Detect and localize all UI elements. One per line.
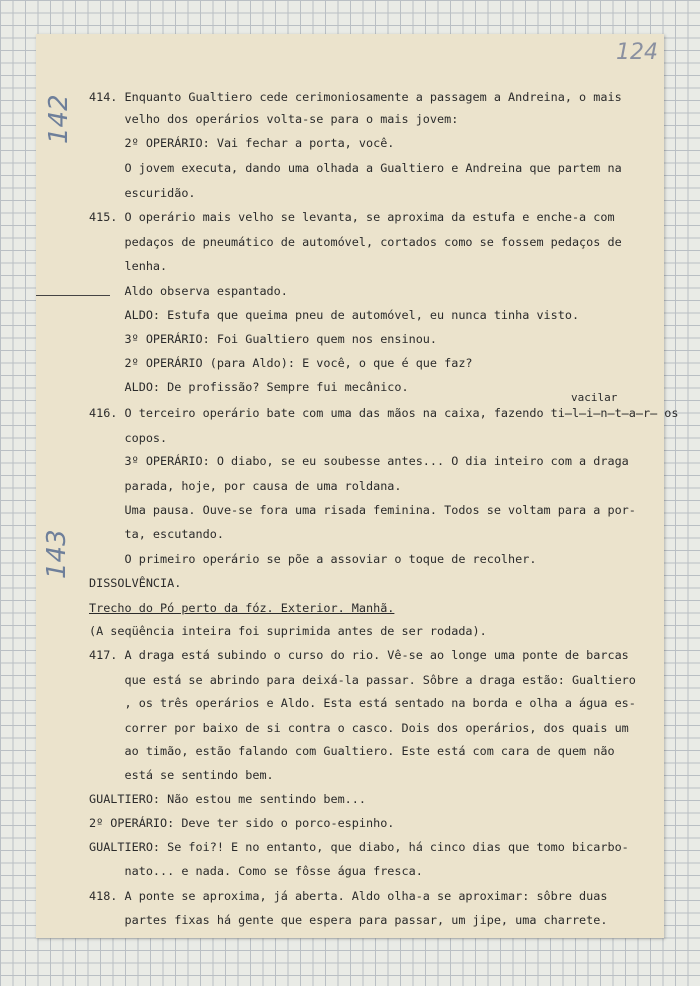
script-line: Uma pausa. Ouve-se fora uma risada feminina. Todos se voltam para a por- bbox=[89, 503, 636, 517]
script-line: 2º OPERÁRIO (para Aldo): E você, o que é que faz? bbox=[89, 356, 473, 370]
script-line: ALDO: Estufa que queima pneu de automóvel, eu nunca tinha visto. bbox=[89, 308, 580, 322]
script-line: parada, hoje, por causa de uma roldana. bbox=[89, 479, 402, 493]
script-line: O primeiro operário se põe a assoviar o toque de recolher. bbox=[89, 552, 537, 566]
script-line: velho dos operários volta-se para o mais jovem: bbox=[89, 112, 459, 126]
script-line: 2º OPERÁRIO: Vai fechar a porta, você. bbox=[89, 136, 395, 150]
script-line: pedaços de pneumático de automóvel, cortados como se fossem pedaços de bbox=[89, 235, 622, 249]
script-line: 415. O operário mais velho se levanta, se aproxima da estufa e enche-a com bbox=[89, 210, 615, 224]
script-line: 417. A draga está subindo o curso do rio. Vê-se ao longe uma ponte de barcas bbox=[89, 648, 629, 662]
script-line: que está se abrindo para deixá-la passar. Sôbre a draga estão: Gualtiero bbox=[89, 673, 636, 687]
scene-heading: Trecho do Pó perto da fóz. Exterior. Manhã. bbox=[89, 601, 395, 615]
script-line: correr por baixo de si contra o casco. Dois dos operários, dos quais um bbox=[89, 721, 629, 735]
script-line: GUALTIERO: Não estou me sentindo bem... bbox=[89, 792, 366, 806]
margin-note-142: 142 bbox=[44, 94, 74, 144]
script-line: está se sentindo bem. bbox=[89, 768, 274, 782]
typewritten-page bbox=[36, 34, 679, 938]
script-line: Aldo observa espantado. bbox=[89, 284, 288, 298]
script-line: (A seqüência inteira foi suprimida antes de ser rodada). bbox=[89, 624, 487, 638]
script-line: nato... e nada. Como se fôsse água fresca. bbox=[89, 864, 423, 878]
script-line: 3º OPERÁRIO: Foi Gualtiero quem nos ensinou. bbox=[89, 332, 438, 346]
script-line: ta, escutando. bbox=[89, 527, 224, 541]
script-line: ALDO: De profissão? Sempre fui mecânico. bbox=[89, 380, 409, 394]
script-line: 2º OPERÁRIO: Deve ter sido o porco-espinho. bbox=[89, 816, 395, 830]
script-line: lenha. bbox=[89, 259, 168, 273]
script-line: 416. O terceiro operário bate com uma das mãos na caixa, fazendo ti̶l̶i̶n̶t̶a̶r̶ os bbox=[89, 406, 679, 420]
script-line: escuridão. bbox=[89, 186, 196, 200]
script-line: copos. bbox=[89, 431, 168, 445]
page-number: 124 bbox=[616, 40, 658, 65]
margin-note-143: 143 bbox=[42, 529, 72, 579]
script-line: 3º OPERÁRIO: O diabo, se eu soubesse antes... O dia inteiro com a draga bbox=[89, 454, 629, 468]
script-line: DISSOLVÊNCIA. bbox=[89, 576, 182, 590]
script-line: 414. Enquanto Gualtiero cede cerimoniosamente a passagem a Andreina, o mais bbox=[89, 90, 622, 104]
script-line: ao timão, estão falando com Gualtiero. Este está com cara de quem não bbox=[89, 744, 615, 758]
handwritten-insertion: vacilar bbox=[571, 391, 618, 404]
script-line: GUALTIERO: Se foi?! E no entanto, que diabo, há cinco dias que tomo bicarbo- bbox=[89, 840, 629, 854]
script-line: , os três operários e Aldo. Esta está sentado na borda e olha a água es- bbox=[89, 696, 636, 710]
script-line: O jovem executa, dando uma olhada a Gualtiero e Andreina que partem na bbox=[89, 161, 622, 175]
script-line: partes fixas há gente que espera para passar, um jipe, uma charrete. bbox=[89, 913, 608, 927]
script-line: 418. A ponte se aproxima, já aberta. Aldo olha-a se aproximar: sôbre duas bbox=[89, 889, 608, 903]
